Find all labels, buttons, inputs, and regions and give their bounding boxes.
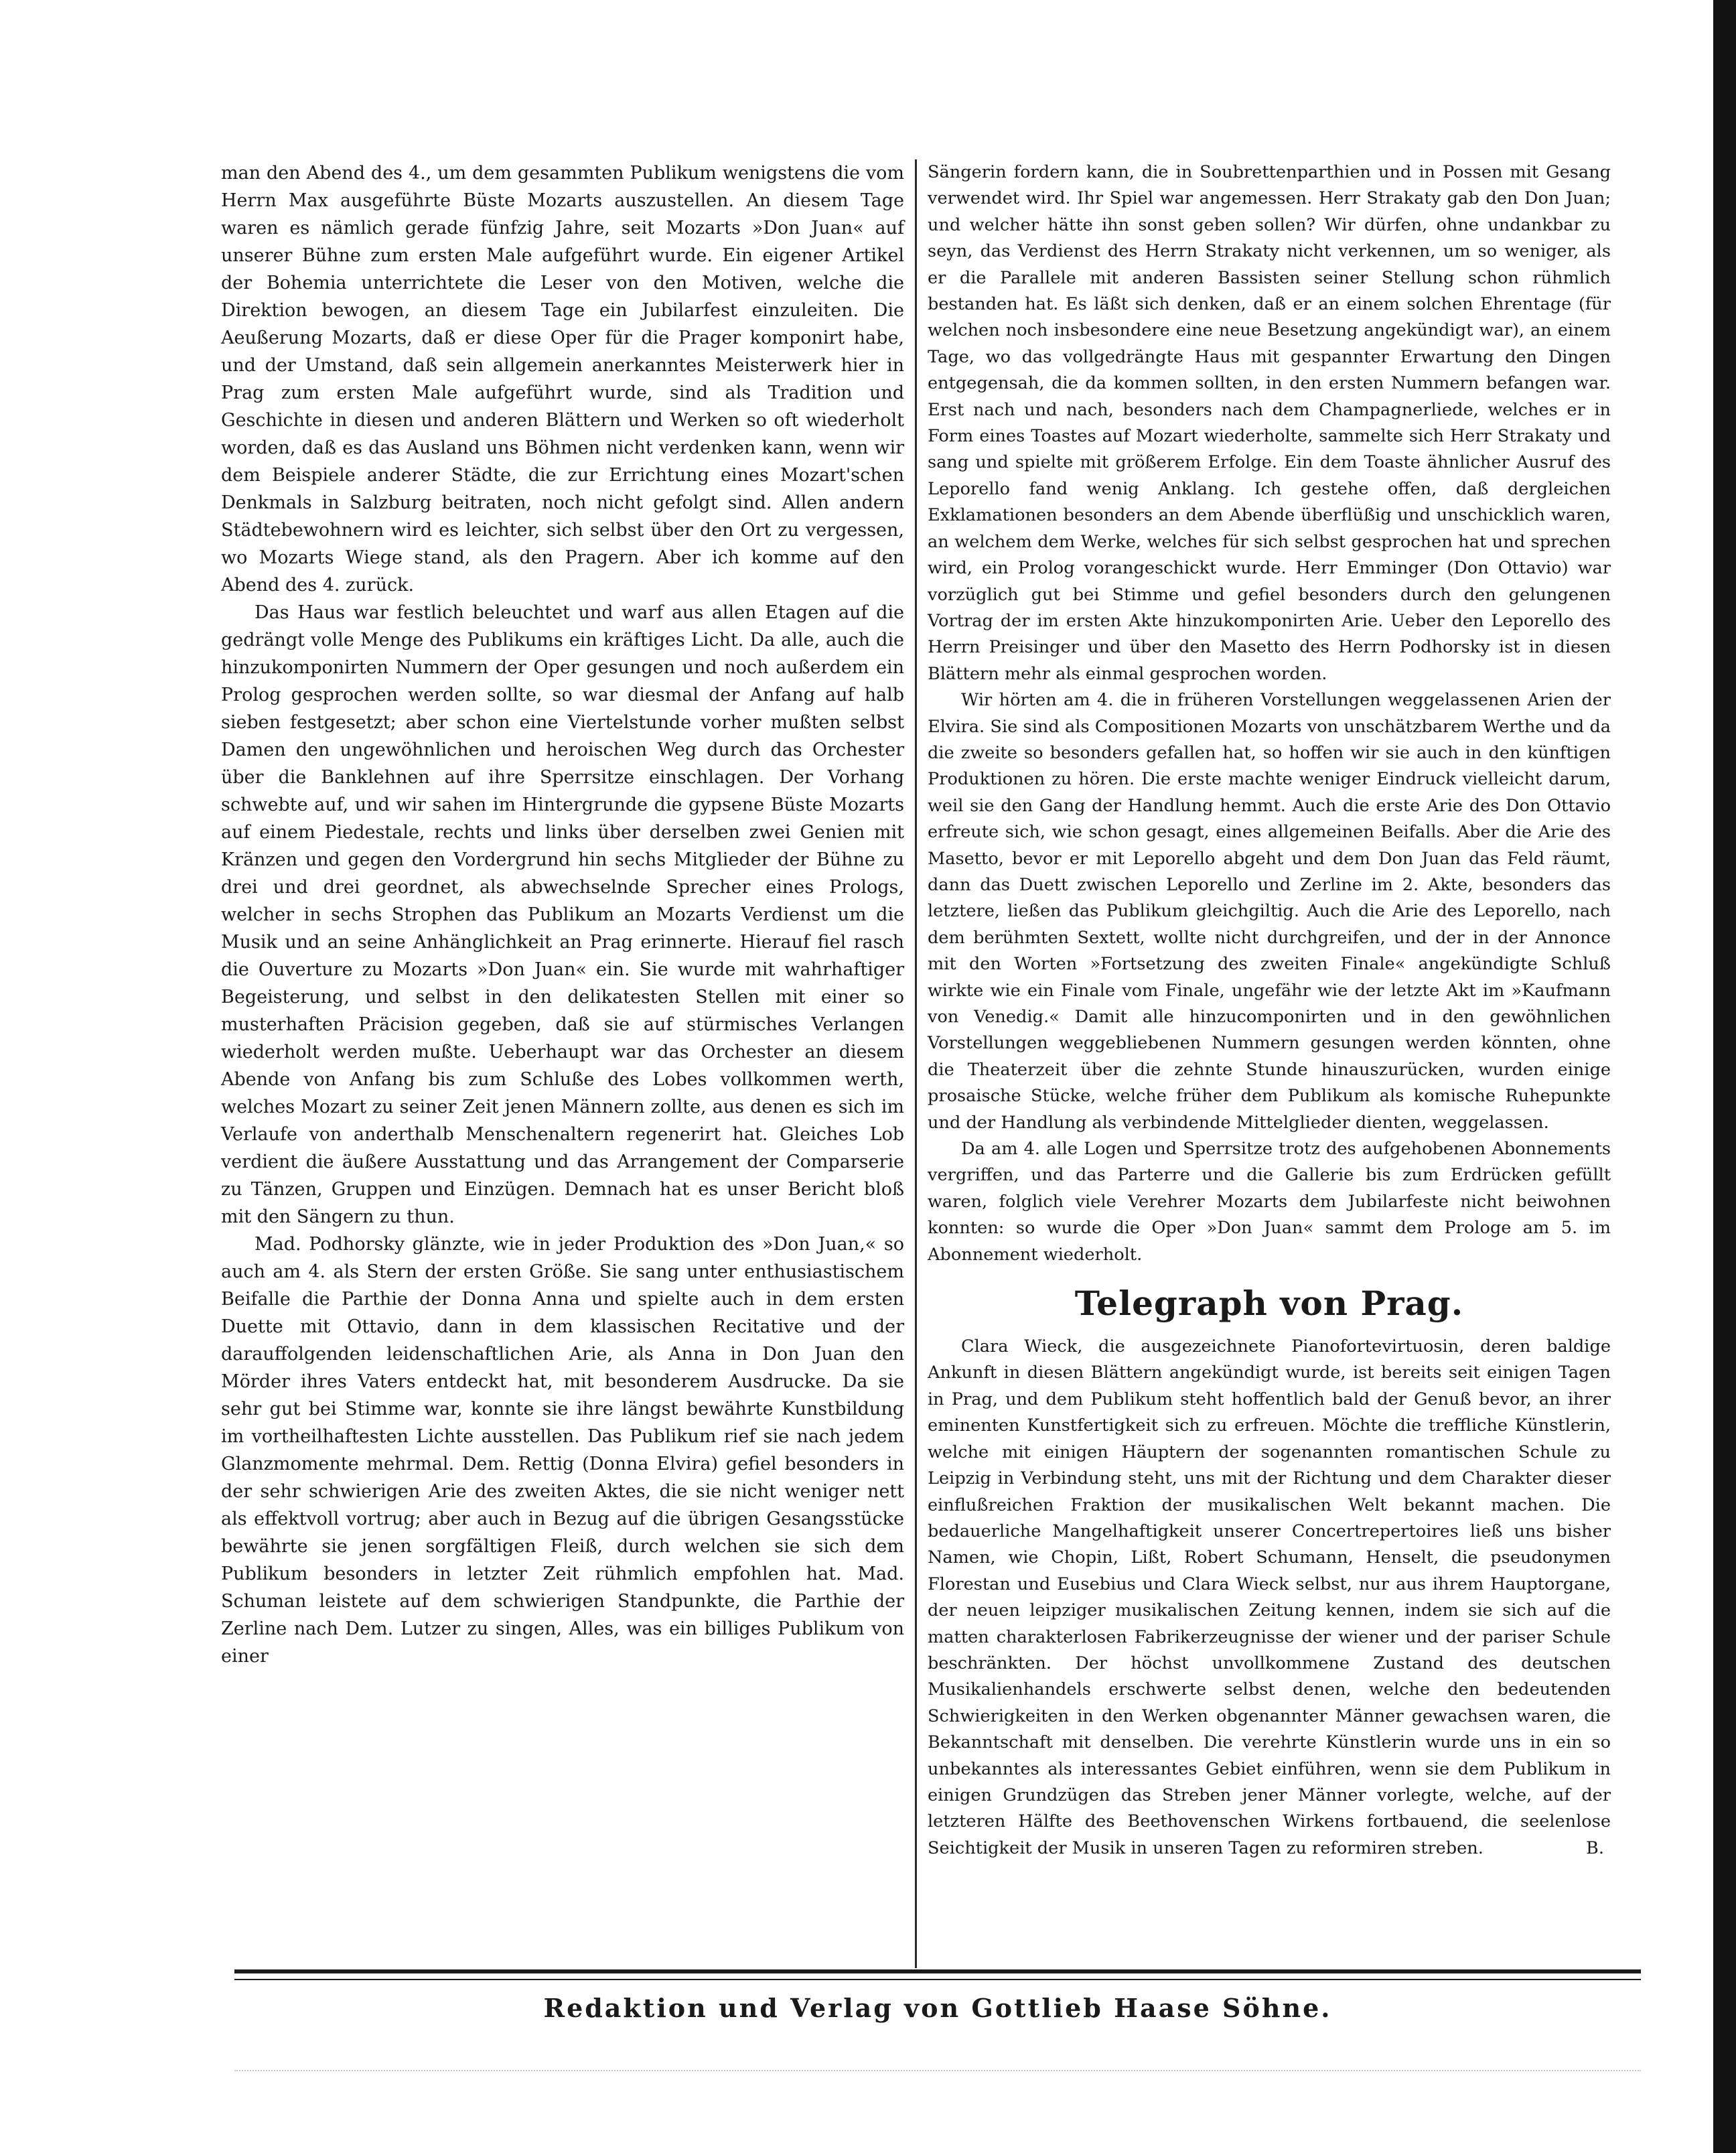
publisher-imprint: Redaktion und Verlag von Gottlieb Haase Söhne. <box>543 1993 1332 2023</box>
left-paragraph-1: man den Abend des 4., um dem gesammten Publikum wenigstens die vom Herrn Max ausgeführte Büste Mozarts auszustellen. An diesem Tage waren es nämlich gerade fünfzig Jahre, seit Mozarts »Don Juan« auf unserer Bühne zum ersten Male aufgeführt wurde. Ein eigener Artikel der Bohemia unterrichtete die Leser von den Motiven, welche die Direktion bewogen, an diesem Tage ein Jubilarfest einzuleiten. Die Aeußerung Mozarts, daß er diese Oper für die Prager komponirt habe, und der Umstand, daß sein allgemein anerkanntes Meisterwerk hier in Prag zum ersten Male aufgeführt wurde, sind als Tradition und Geschichte in diesen und anderen Blättern und Werken so oft wiederholt worden, daß es das Ausland uns Böhmen nicht verdenken kann, wenn wir dem Beispiele anderer Städte, die zur Errichtung eines Mozart'schen Denkmals in Salzburg beitraten, noch nicht gefolgt sind. Allen andern Städtebewohnern wird es leichter, sich selbst über den Ort zu vergessen, wo Mozarts Wiege stand, als den Pragern. Aber ich komme auf den Abend des 4. zurück. <box>221 163 904 596</box>
left-column <box>221 159 904 1670</box>
column-divider <box>915 159 917 1968</box>
right-paragraph-1: Sängerin fordern kann, die in Soubrettenparthien und in Possen mit Gesang verwendet wird. Ihr Spiel war angemessen. Herr Strakaty gab den Don Juan; und welcher hätte ihn sonst geben sollen? Wir dürfen, ohne undankbar zu seyn, das Verdienst des Herrn Strakaty nicht verkennen, um so weniger, als er die Parallele mit anderen Bassisten seiner Stellung schon rühmlich bestanden hat. Es läßt sich denken, daß er an einem solchen Ehrentage (für welchen noch insbesondere eine neue Besetzung angekündigt war), an einem Tage, wo das vollgedrängte Haus mit gespannter Erwartung den Dingen entgegensah, die da kommen sollten, in den ersten Nummern befangen war. Erst nach und nach, besonders nach dem Champagnerliede, welches er in Form eines Toastes auf Mozart wiederholte, sammelte sich Herr Strakaty und sang und spielte mit größerem Erfolge. Ein dem Toaste ähnlicher Ausruf des Leporello fand wenig Anklang. Ich gestehe offen, daß dergleichen Exklamationen besonders an dem Abende überflüßig und unschicklich waren, an welchem dem Werke, welches für sich selbst gesprochen hat und sprechen wird, ein Prolog vorangeschickt wurde. Herr Emminger (Don Ottavio) war vorzüglich gut bei Stimme und gefiel besonders durch den gelungenen Vortrag der im ersten Akte hinzukomponirten Arie. Ueber den Leporello des Herrn Preisinger und über den Masetto des Herrn Podhorsky ist in diesen Blättern mehr als einmal gesprochen worden. <box>928 162 1611 684</box>
scan-border <box>1713 0 1736 2153</box>
left-paragraph-3: Mad. Podhorsky glänzte, wie in jeder Produktion des »Don Juan,« so auch am 4. als Stern der ersten Größe. Sie sang unter enthusiastischem Beifalle die Parthie der Donna Anna und spielte auch in dem ersten Duette mit Ottavio, dann in dem klassischen Recitative und der darauffolgenden leidenschaftlichen Arie, als Anna in Don Juan den Mörder ihres Vaters entdeckt hat, mit besonderem Ausdrucke. Da sie sehr gut bei Stimme war, konnte sie ihre längst bewährte Kunstbildung im vortheilhaftesten Lichte ausstellen. Das Publikum rief sie nach jedem Glanzmomente mehrmal. Dem. Rettig (Donna Elvira) gefiel besonders in der sehr schwierigen Arie des zweiten Aktes, die sie nicht weniger nett als effektvoll vortrug; aber auch in Bezug auf die übrigen Gesangsstücke bewährte sie jenen sorgfältigen Fleiß, durch welchen sie sich dem Publikum besonders in letzter Zeit rühmlich empfohlen hat. Mad. Schuman leistete auf dem schwierigen Standpunkte, die Parthie der Zerline nach Dem. Lutzer zu singen, Alles, was ein billiges Publikum von einer <box>221 1234 904 1667</box>
right-paragraph-3: Da am 4. alle Logen und Sperrsitze trotz des aufgehobenen Abonnements vergriffen, und das Parterre und die Gallerie bis zum Erdrücken gefüllt waren, folglich viele Verehrer Mozarts dem Jubilarfeste nicht beiwohnen konnten: so wurde die Oper »Don Juan« sammt dem Prologe am 5. im Abonnement wiederholt. <box>928 1139 1611 1265</box>
section-heading-telegraph: Telegraph von Prag. <box>1074 1283 1464 1324</box>
newspaper-page <box>221 159 1648 2089</box>
footer-rule <box>234 1969 1641 1980</box>
bleed-through-noise <box>234 2070 1641 2091</box>
telegraph-text: Clara Wieck, die ausgezeichnete Pianofortevirtuosin, deren baldige Ankunft in diesen Blättern angekündigt wurde, ist bereits seit einigen Tagen in Prag, und dem Publikum steht hoffentlich bald der Genuß bevor, an ihrer eminenten Kunstfertigkeit sich zu erfreuen. Möchte die treffliche Künstlerin, welche mit einigen Häuptern der sogenannten romantischen Schule zu Leipzig in Verbindung steht, uns mit der Richtung und dem Charakter dieser einflußreichen Fraktion der musikalischen Welt bekannt machen. Die bedauerliche Mangelhaftigkeit unserer Concertrepertoires ließ uns bisher Namen, wie Chopin, Lißt, Robert Schumann, Henselt, die pseudonymen Florestan und Eusebius und Clara Wieck selbst, nur aus ihrem Hauptorgane, der neuen leipziger musikalischen Zeitung kennen, indem sie sich auf die matten charakterlosen Fabrikerzeugnisse der wiener und der pariser Schule beschränkten. Der höchst unvollkommene Zustand des deutschen Musikalienhandels erschwerte selbst denen, welche den bedeutenden Schwierigkeiten in den Werken obgenannter Männer gewachsen waren, die Bekanntschaft mit denselben. Die verehrte Künstlerin wurde uns in ein so unbekanntes als interessantes Gebiet einführen, wenn sie dem Publikum in einigen Grundzügen das Streben jener Männer vorlegte, welche, auf der letzteren Hälfte des Beethovenschen Wirkens fortbauend, die seelenlose Seichtigkeit der Musik in unseren Tagen zu reformiren streben. <box>928 1336 1611 1858</box>
right-column <box>928 159 1611 1862</box>
right-paragraph-2: Wir hörten am 4. die in früheren Vorstellungen weggelassenen Arien der Elvira. Sie sind als Compositionen Mozarts von unschätzbarem Werthe und da die zweite so besonders gefallen hat, so hoffen wir sie auch in den künftigen Produktionen zu hören. Die erste machte weniger Eindruck vielleicht darum, weil sie den Gang der Handlung hemmt. Auch die erste Arie des Don Ottavio erfreute sich, wie schon gesagt, eines allgemeinen Beifalls. Aber die Arie des Masetto, bevor er mit Leporello abgeht und dem Don Juan das Feld räumt, dann das Duett zwischen Leporello und Zerline im 2. Akte, besonders das letztere, ließen das Publikum gleichgiltig. Auch die Arie des Leporello, nach dem berühmten Sextett, wollte nicht durchgreifen, und der in der Annonce mit den Worten »Fortsetzung des zweiten Finale« angekündigte Schluß wirkte wie ein Finale vom Finale, ungefähr wie der letzte Akt im »Kaufmann von Venedig.« Damit alle hinzucomponirten und in den gewöhnlichen Vorstellungen weggebliebenen Nummern gesungen werden könnten, ohne die Theaterzeit über die zehnte Stunde hinauszurücken, wurden einige prosaische Stücke, welche früher dem Publikum als komische Ruhepunkte und der Handlung als verbindende Mittelglieder dienten, weggelassen. <box>928 690 1611 1133</box>
author-signature: B. <box>1586 1837 1604 1858</box>
telegraph-paragraph <box>928 1334 1611 1862</box>
left-paragraph-2: Das Haus war festlich beleuchtet und warf aus allen Etagen auf die gedrängt volle Menge des Publikums ein kräftiges Licht. Da alle, auch die hinzukomponirten Nummern der Oper gesungen und noch außerdem ein Prolog gesprochen werden sollte, so war diesmal der Anfang auf halb sieben festgesetzt; aber schon eine Viertelstunde vorher mußten selbst Damen den ungewöhnlichen und heroischen Weg durch das Orchester über die Banklehnen auf ihre Sperrsitze einschlagen. Der Vorhang schwebte auf, und wir sahen im Hintergrunde die gypsene Büste Mozarts auf einem Piedestale, rechts und links über derselben zwei Genien mit Kränzen und gegen den Vordergrund hin sechs Mitglieder der Bühne zu drei und drei geordnet, als abwechselnde Sprecher eines Prologs, welcher in sechs Strophen das Publikum an Mozarts Verdienst um die Musik und an seine Anhänglichkeit an Prag erinnerte. Hierauf fiel rasch die Ouverture zu Mozarts »Don Juan« ein. Sie wurde mit wahrhaftiger Begeisterung, und selbst in den delikatesten Stellen mit einer so musterhaften Präcision gegeben, daß sie auf stürmisches Verlangen wiederholt werden mußte. Ueberhaupt war das Orchester an diesem Abende von Anfang bis zum Schluße des Lobes vollkommen werth, welches Mozart zu seiner Zeit jenen Männern zollte, aus denen es sich im Verlaufe von anderthalb Menschenaltern regenerirt hat. Gleiches Lob verdient die äußere Ausstattung und das Arrangement der Comparserie zu Tänzen, Gruppen und Einzügen. Demnach hat es unser Bericht bloß mit den Sängern zu thun. <box>221 602 904 1227</box>
